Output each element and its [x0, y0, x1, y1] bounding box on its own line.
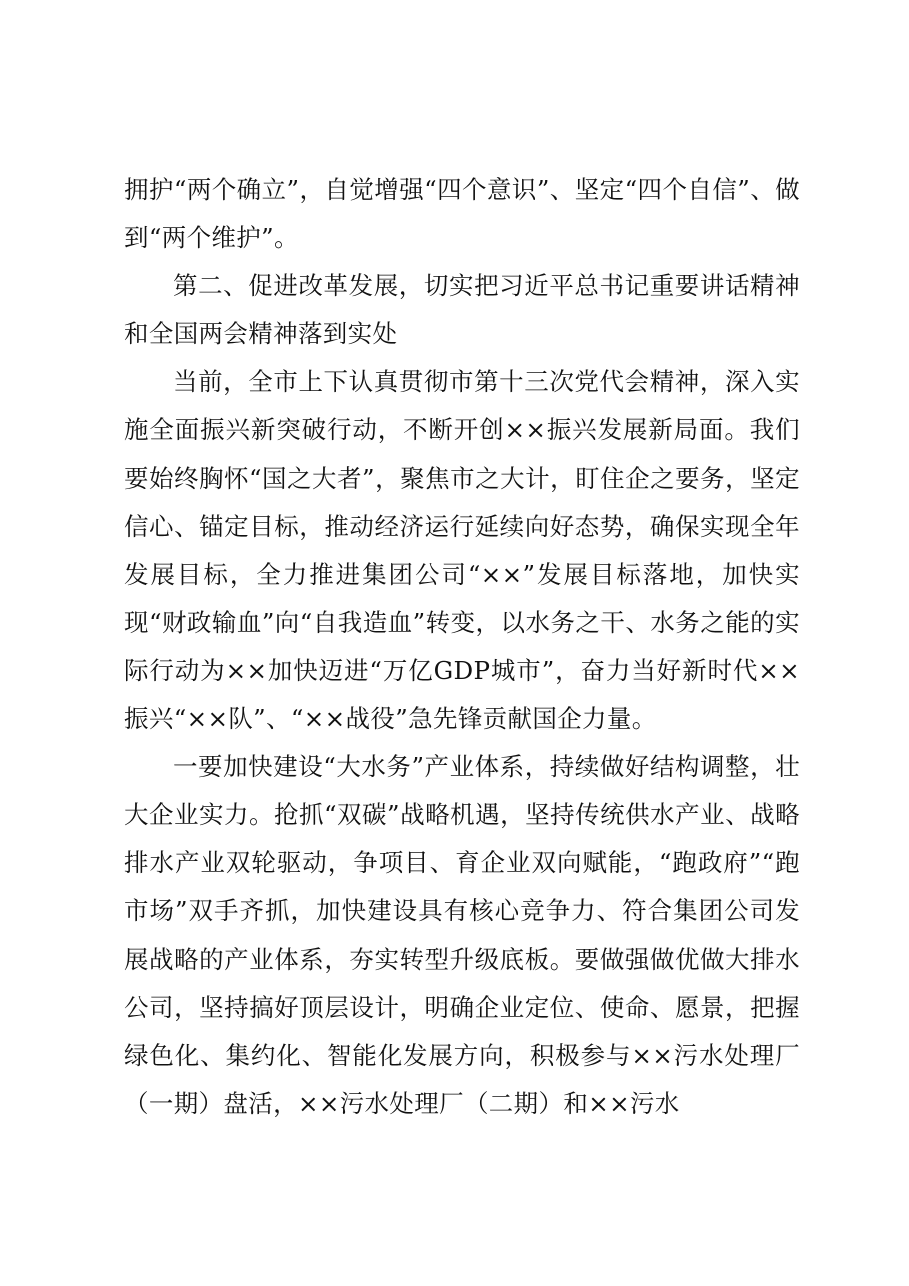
document-body — [124, 166, 800, 1128]
paragraph-continuation: 拥护“两个确立”，自觉增强“四个意识”、坚定“四个自信”、做到“两个维护”。 — [124, 175, 800, 253]
paragraph: 当前，全市上下认真贯彻市第十三次党代会精神，深入实施全面振兴新突破行动，不断开创××振兴发展新局面。我们要始终胸怀“国之大者”，聚焦市之大计，盯住企之要务，坚定信心、锚定目标，推动经济运行延续向好态势，确保实现全年发展目标，全力推进集团公司“××”发展目标落地，加快实现“财政输血”向“自我造血”转变，以水务之干、水务之能的实际行动为××加快迈进“万亿GDP城市”，奋力当好新时代××振兴“××队”、“××战役”急先锋贡献国企力量。 — [124, 367, 800, 734]
paragraph: 一要加快建设“大水务”产业体系，持续做好结构调整，壮大企业实力。抢抓“双碳”战略机遇，坚持传统供水产业、战略排水产业双轮驱动，争项目、育企业双向赋能，“跑政府”“跑市场”双手齐抓，加快建设具有核心竞争力、符合集团公司发展战略的产业体系，夯实转型升级底板。要做强做优做大排水公司，坚持搞好顶层设计，明确企业定位、使命、愿景，把握绿色化、集约化、智能化发展方向，积极参与××污水处理厂（一期）盘活，××污水处理厂（二期）和××污水 — [124, 752, 800, 1118]
section-heading: 第二、促进改革发展，切实把习近平总书记重要讲话精神和全国两会精神落到实处 — [124, 271, 800, 349]
